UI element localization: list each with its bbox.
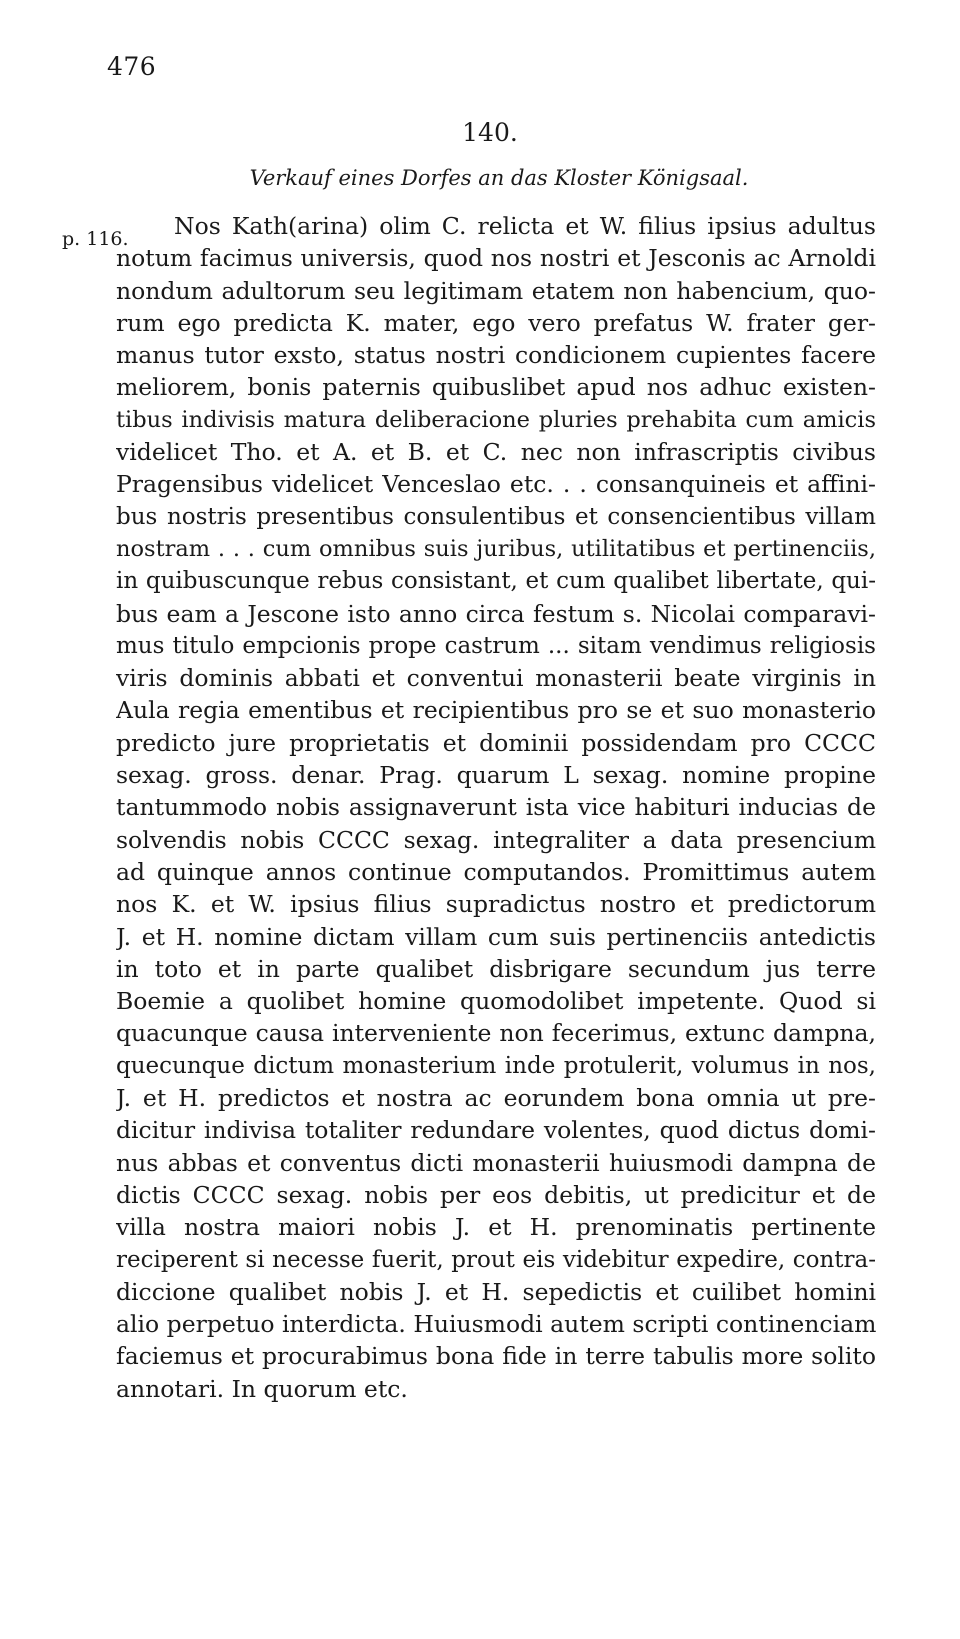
text-line: nostram . . . cum omnibus suis juribus, utilitatibus et pertinenciis,: [116, 535, 876, 562]
text-line: notum facimus universis, quod nos nostri et Jesconis ac Arnoldi: [116, 244, 876, 273]
margin-page-reference: p. 116.: [62, 228, 129, 250]
text-line: Boemie a quolibet homine quomodolibet impetente. Quod si: [116, 987, 876, 1016]
text-line: in quibuscunque rebus consistant, et cum qualibet libertate, qui-: [116, 568, 876, 595]
text-line: predicto jure proprietatis et dominii possidendam pro CCCC: [116, 728, 876, 757]
text-line: bus nostris presentibus consulentibus et consencientibus villam: [116, 503, 876, 530]
text-line: nos K. et W. ipsius filius supradictus nostro et predictorum: [116, 890, 876, 919]
text-line: faciemus et procurabimus bona fide in terre tabulis more solito: [116, 1342, 876, 1371]
text-line: diccione qualibet nobis J. et H. sepedictis et cuilibet homini: [116, 1277, 876, 1306]
text-line: mus titulo empcionis prope castrum ... sitam vendimus religiosis: [116, 632, 876, 659]
text-line: Aula regia ementibus et recipientibus pro se et suo monasterio: [116, 696, 876, 725]
text-line: Pragensibus videlicet Venceslao etc. . . consanquineis et affini-: [116, 470, 876, 499]
text-line: dictis CCCC sexag. nobis per eos debitis, ut predicitur et de: [116, 1180, 876, 1209]
text-line: annotari. In quorum etc.: [116, 1374, 408, 1403]
text-line: Nos Kath(arina) olim C. relicta et W. filius ipsius adultus: [174, 212, 876, 240]
text-line: nondum adultorum seu legitimam etatem non habencium, quo-: [116, 276, 876, 305]
text-line: quacunque causa interveniente non fecerimus, extunc dampna,: [116, 1019, 876, 1048]
text-line: sexag. gross. denar. Prag. quarum L sexag. nomine propine: [116, 761, 876, 790]
text-line: tantummodo nobis assignaverunt ista vice habituri inducias de: [116, 793, 876, 822]
text-line: meliorem, bonis paternis quibuslibet apud nos adhuc existen-: [116, 373, 876, 402]
text-line: J. et H. nomine dictam villam cum suis pertinenciis antedictis: [116, 922, 876, 951]
text-line: villa nostra maiori nobis J. et H. prenominatis pertinente: [116, 1213, 876, 1242]
text-line: reciperent si necesse fuerit, prout eis videbitur expedire, contra-: [116, 1246, 876, 1273]
text-line: solvendis nobis CCCC sexag. integraliter a data presencium: [116, 825, 876, 854]
text-line: videlicet Tho. et A. et B. et C. nec non infrascriptis civibus: [116, 438, 876, 467]
text-line: manus tutor exsto, status nostri condicionem cupientes facere: [116, 341, 876, 370]
text-line: tibus indivisis matura deliberacione pluries prehabita cum amicis: [116, 406, 876, 433]
text-line: alio perpetuo interdicta. Huiusmodi autem scripti continenciam: [116, 1310, 876, 1339]
text-line: J. et H. predictos et nostra ac eorundem bona omnia ut pre-: [116, 1084, 876, 1113]
text-line: rum ego predicta K. mater, ego vero prefatus W. frater ger-: [116, 308, 876, 337]
text-line: ad quinque annos continue computandos. Promittimus autem: [116, 857, 876, 886]
page-number: 476: [107, 52, 157, 81]
text-line: viris dominis abbati et conventui monasterii beate virginis in: [116, 664, 876, 693]
text-line: quecunque dictum monasterium inde protulerit, volumus in nos,: [116, 1052, 876, 1079]
text-line: dicitur indivisa totaliter redundare volentes, quod dictus domi-: [116, 1116, 876, 1145]
document-number: 140.: [462, 118, 518, 147]
body-text: [116, 210, 876, 1405]
text-line: bus eam a Jescone isto anno circa festum s. Nicolai comparavi-: [116, 599, 876, 628]
document-title: Verkauf eines Dorfes an das Kloster Königsaal.: [249, 166, 749, 190]
text-line: nus abbas et conventus dicti monasterii huiusmodi dampna de: [116, 1148, 876, 1177]
text-line: in toto et in parte qualibet disbrigare secundum jus terre: [116, 954, 876, 983]
